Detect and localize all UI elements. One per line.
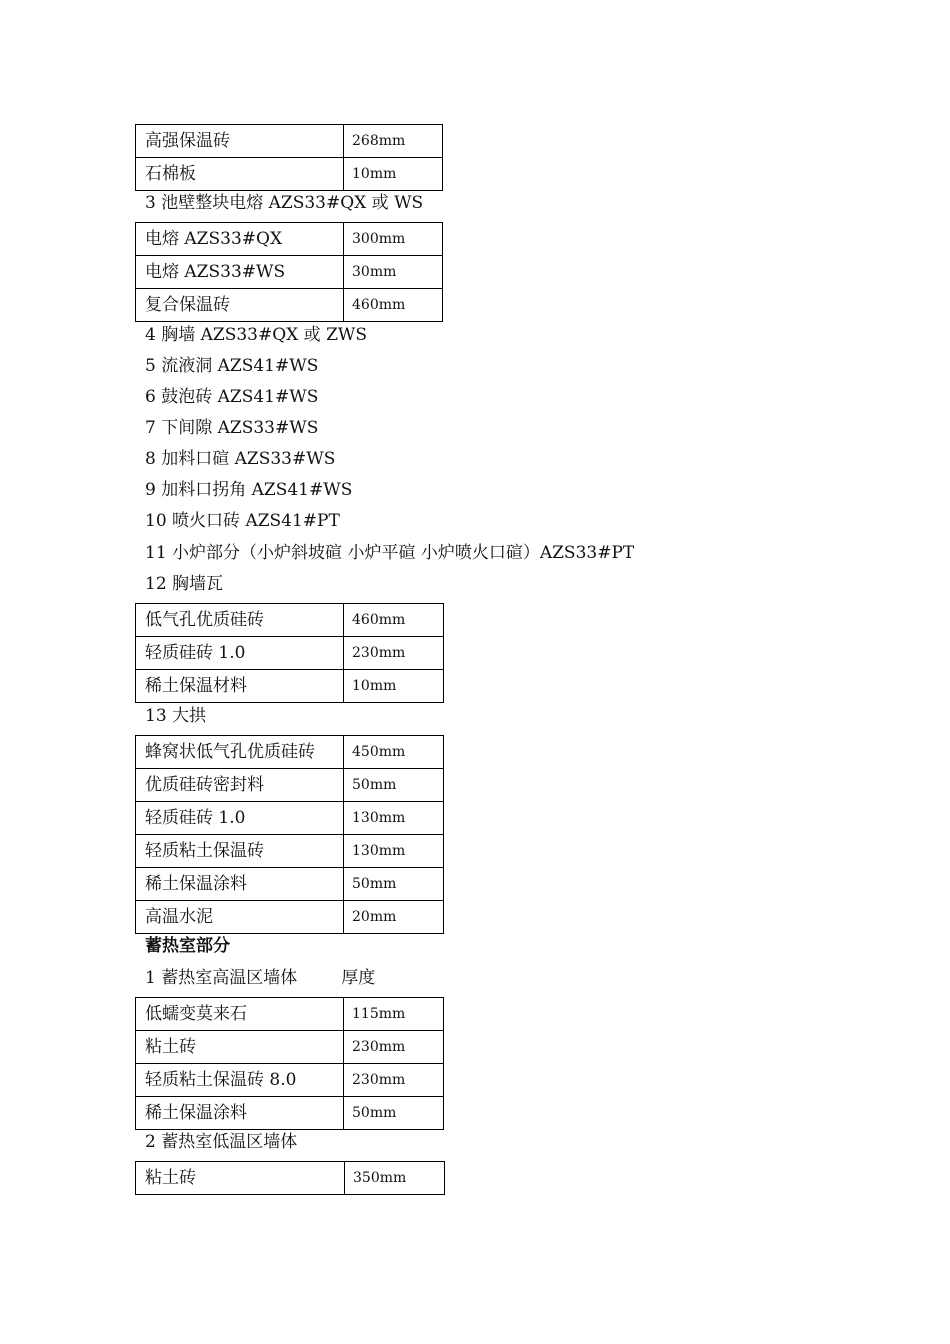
table-row (136, 835, 444, 868)
crown-heading: 13 大拱 (145, 706, 207, 726)
thickness-cell: 10mm (344, 158, 443, 191)
table-row (136, 1064, 444, 1097)
thickness-cell: 130mm (344, 835, 444, 868)
table-row (136, 998, 444, 1031)
material-cell: 轻质粘土保温砖 (136, 835, 344, 868)
thickness-cell: 460mm (344, 604, 444, 637)
table-row (136, 670, 444, 703)
table-row (136, 125, 443, 158)
material-cell: 低蠕变莫来石 (136, 998, 344, 1031)
material-cell: 粘土砖 (136, 1162, 345, 1195)
table-row (136, 637, 444, 670)
material-cell: 轻质粘土保温砖 8.0 (136, 1064, 344, 1097)
material-cell: 稀土保温涂料 (136, 1097, 344, 1130)
thickness-cell: 230mm (344, 1064, 444, 1097)
high-temp-wall-heading (145, 966, 375, 990)
insulation-table-1 (135, 124, 443, 191)
pool-wall-table (135, 222, 443, 322)
material-cell: 蜂窝状低气孔优质硅砖 (136, 736, 344, 769)
thickness-cell: 300mm (344, 223, 443, 256)
list-item: 9 加料口拐角 AZS41#WS (145, 480, 353, 500)
list-item: 8 加料口碹 AZS33#WS (145, 449, 336, 469)
material-cell: 石棉板 (136, 158, 344, 191)
thickness-cell: 230mm (344, 1031, 444, 1064)
high-temp-wall-label: 1 蓄热室高温区墙体 (145, 968, 298, 988)
material-cell: 优质硅砖密封料 (136, 769, 344, 802)
table-row (136, 868, 444, 901)
material-cell: 轻质硅砖 1.0 (136, 802, 344, 835)
thickness-cell: 115mm (344, 998, 444, 1031)
material-cell: 高温水泥 (136, 901, 344, 934)
thickness-cell: 50mm (344, 769, 444, 802)
thickness-cell: 50mm (344, 868, 444, 901)
table-row (136, 769, 444, 802)
table-row (136, 1097, 444, 1130)
material-cell: 电熔 AZS33#QX (136, 223, 344, 256)
material-cell: 电熔 AZS33#WS (136, 256, 344, 289)
material-cell: 稀土保温材料 (136, 670, 344, 703)
thickness-cell: 450mm (344, 736, 444, 769)
list-item: 11 小炉部分（小炉斜坡碹 小炉平碹 小炉喷火口碹）AZS33#PT (145, 543, 635, 563)
thickness-cell: 268mm (344, 125, 443, 158)
crown-table (135, 735, 444, 934)
thickness-cell: 20mm (344, 901, 444, 934)
thickness-cell: 10mm (344, 670, 444, 703)
table-row (136, 1031, 444, 1064)
low-temp-wall-heading: 2 蓄热室低温区墙体 (145, 1132, 298, 1152)
table-row (136, 604, 444, 637)
material-cell: 低气孔优质硅砖 (136, 604, 344, 637)
list-item: 7 下间隙 AZS33#WS (145, 418, 319, 438)
material-cell: 稀土保温涂料 (136, 868, 344, 901)
thickness-cell: 130mm (344, 802, 444, 835)
thickness-cell: 230mm (344, 637, 444, 670)
list-item: 4 胸墙 AZS33#QX 或 ZWS (145, 325, 368, 345)
table-row (136, 802, 444, 835)
thickness-cell: 50mm (344, 1097, 444, 1130)
section-heading: 蓄热室部分 (145, 936, 230, 956)
table-row (136, 256, 443, 289)
thickness-cell: 460mm (344, 289, 443, 322)
list-item: 12 胸墙瓦 (145, 574, 224, 594)
material-cell: 复合保温砖 (136, 289, 344, 322)
low-temp-wall-table (135, 1161, 445, 1195)
material-cell: 轻质硅砖 1.0 (136, 637, 344, 670)
material-cell: 高强保温砖 (136, 125, 344, 158)
table-row (136, 901, 444, 934)
table-row (136, 736, 444, 769)
table-row (136, 158, 443, 191)
table-row (136, 223, 443, 256)
pool-wall-heading: 3 池壁整块电熔 AZS33#QX 或 WS (145, 193, 424, 213)
thickness-label: 厚度 (341, 968, 376, 988)
list-item: 10 喷火口砖 AZS41#PT (145, 511, 340, 531)
high-temp-wall-table (135, 997, 444, 1130)
table-row (136, 1162, 445, 1195)
material-cell: 粘土砖 (136, 1031, 344, 1064)
list-item: 5 流液洞 AZS41#WS (145, 356, 319, 376)
table-row (136, 289, 443, 322)
thickness-cell: 30mm (344, 256, 443, 289)
breast-wall-table (135, 603, 444, 703)
thickness-cell: 350mm (345, 1162, 445, 1195)
list-item: 6 鼓泡砖 AZS41#WS (145, 387, 319, 407)
